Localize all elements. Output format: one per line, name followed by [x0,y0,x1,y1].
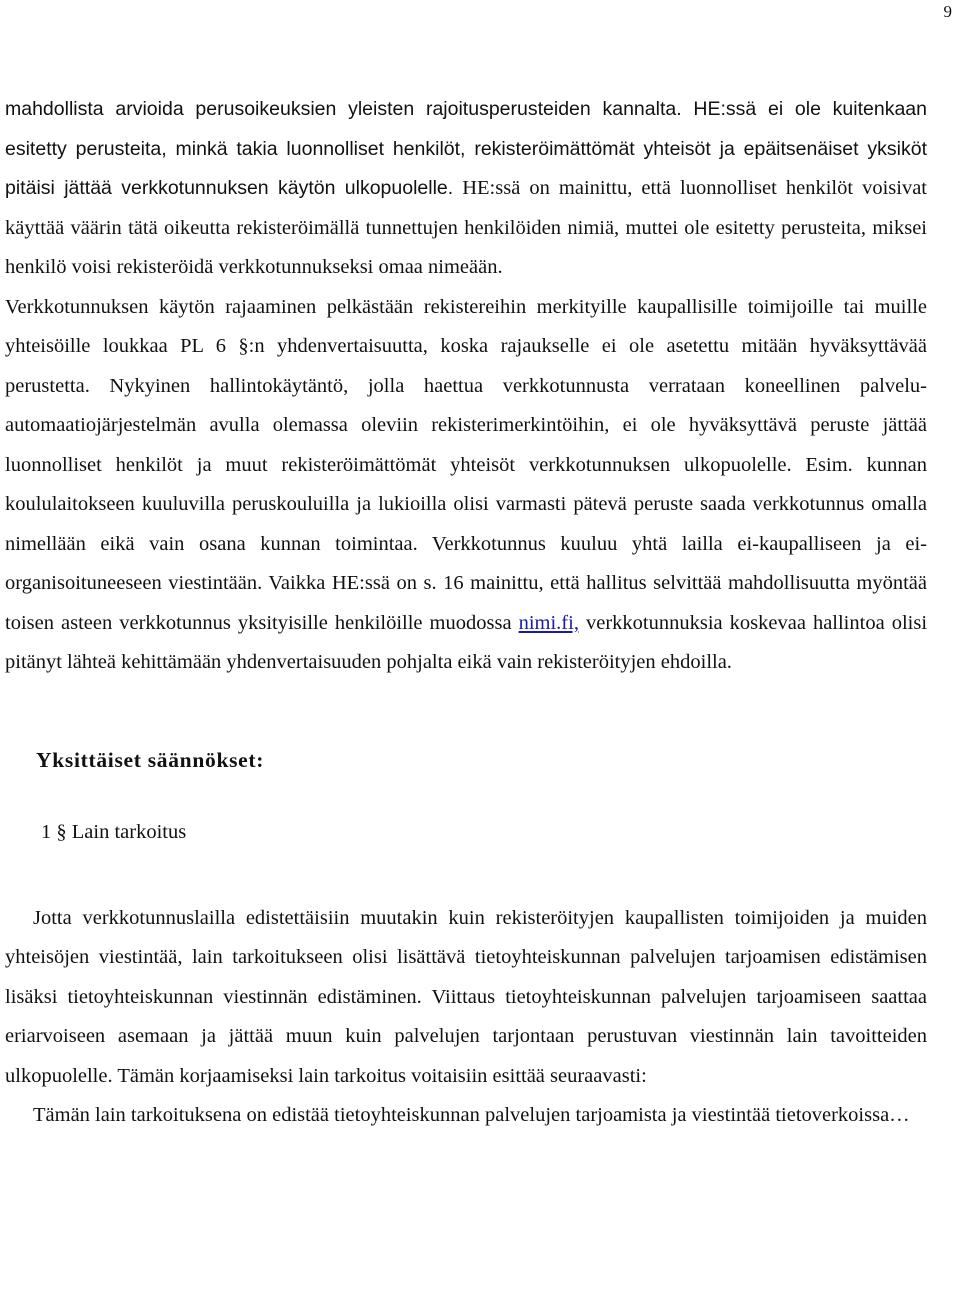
paragraph-equality-end: verkkotunnuksia koskevaa hallintoa olisi pitänyt lähteä kehittämään yhdenvertaisuuden pohjalta eikä vain rekisteröityjen ehdoilla. [5,611,928,673]
paragraph-rights-assessment [5,90,927,288]
nimi-fi-link[interactable]: nimi.fi, [518,611,579,634]
paragraph-sans-text: mahdollista arvioida perusoikeuksien yleisten rajoitusperusteiden kannalta. HE:ssä ei ole kuitenkaan esitetty perusteita, minkä takia luonnolliset henkilöt, rekisteröimättömät yhteisöt ja epäitsenäiset yksiköt pitäisi jättää verkkotunnuksen käytön ulkopuolelle. [5,98,927,199]
paragraph-equality [5,288,927,683]
page-number: 9 [943,2,952,21]
paragraph-proposed-wording: Tämän lain tarkoituksena on edistää tietoyhteiskunnan palvelujen tarjoamista ja viestintää tietoverkoissa… [33,1104,910,1126]
paragraph-purpose: Jotta verkkotunnuslailla edistettäisiin muutakin kuin rekisteröityjen kaupallisten toimijoiden ja muiden yhteisöjen viestintää, lain tarkoitukseen olisi lisättävä tietoyhteiskunnan palvelujen tarjoamisen edistämisen lisäksi tietoyhteiskunnan viestinnän edistäminen. Viittaus tietoyhteiskunnan palvelujen tarjoamiseen saattaa eriarvoiseen asemaan ja jättää muun kuin palvelujen tarjontaan perustuvan viestinnän lain tavoitteiden ulkopuolelle. Tämän korjaamiseksi lain tarkoitus voitaisiin esittää seuraavasti: [5,906,927,1087]
section-heading: Yksittäiset säännökset: [36,747,265,772]
paragraph-serif-text: HE:ssä on mainittu, että luonnolliset henkilöt voisivat käyttää väärin tätä oikeutta rekisteröimällä tunnettujen henkilöiden nimiä, muttei ole esitetty perusteita, miksei henkilö voisi rekisteröidä verkkotunnukseksi omaa nimeään. [5,177,928,278]
section-title: 1 § Lain tarkoitus [41,820,187,843]
document-body [5,90,927,1136]
paragraph-equality-text: Verkkotunnuksen käytön rajaaminen pelkästään rekistereihin merkityille kaupallisille toimijoille tai muille yhteisöille loukkaa PL 6 §:n yhdenvertaisuutta, koska rajaukselle ei ole asetettu mitään hyväksyttävää perustetta. Nykyinen hallintokäytäntö, jolla haettua verkkotunnusta verrataan koneellinen palvelu-automaatiojärjestelmän avulla olemassa oleviin rekisterimerkintöihin, ei ole hyväksyttävä peruste jättää luonnolliset henkilöt ja muut rekisteröimättömät yhteisöt verkkotunnuksen ulkopuolelle. Esim. kunnan koululaitokseen kuuluvilla peruskouluilla ja lukioilla olisi varmasti pätevä peruste saada verkkotunnus omalla nimellään eikä vain osana kunnan toimintaa. Verkkotunnus kuuluu yhtä lailla ei-kaupalliseen ja ei-organisoituneeseen viestintään. Vaikka HE:ssä on s. 16 mainittu, että hallitus selvittää mahdollisuutta myöntää toisen asteen verkkotunnus yksityisille henkilöille muodossa [5,295,927,634]
